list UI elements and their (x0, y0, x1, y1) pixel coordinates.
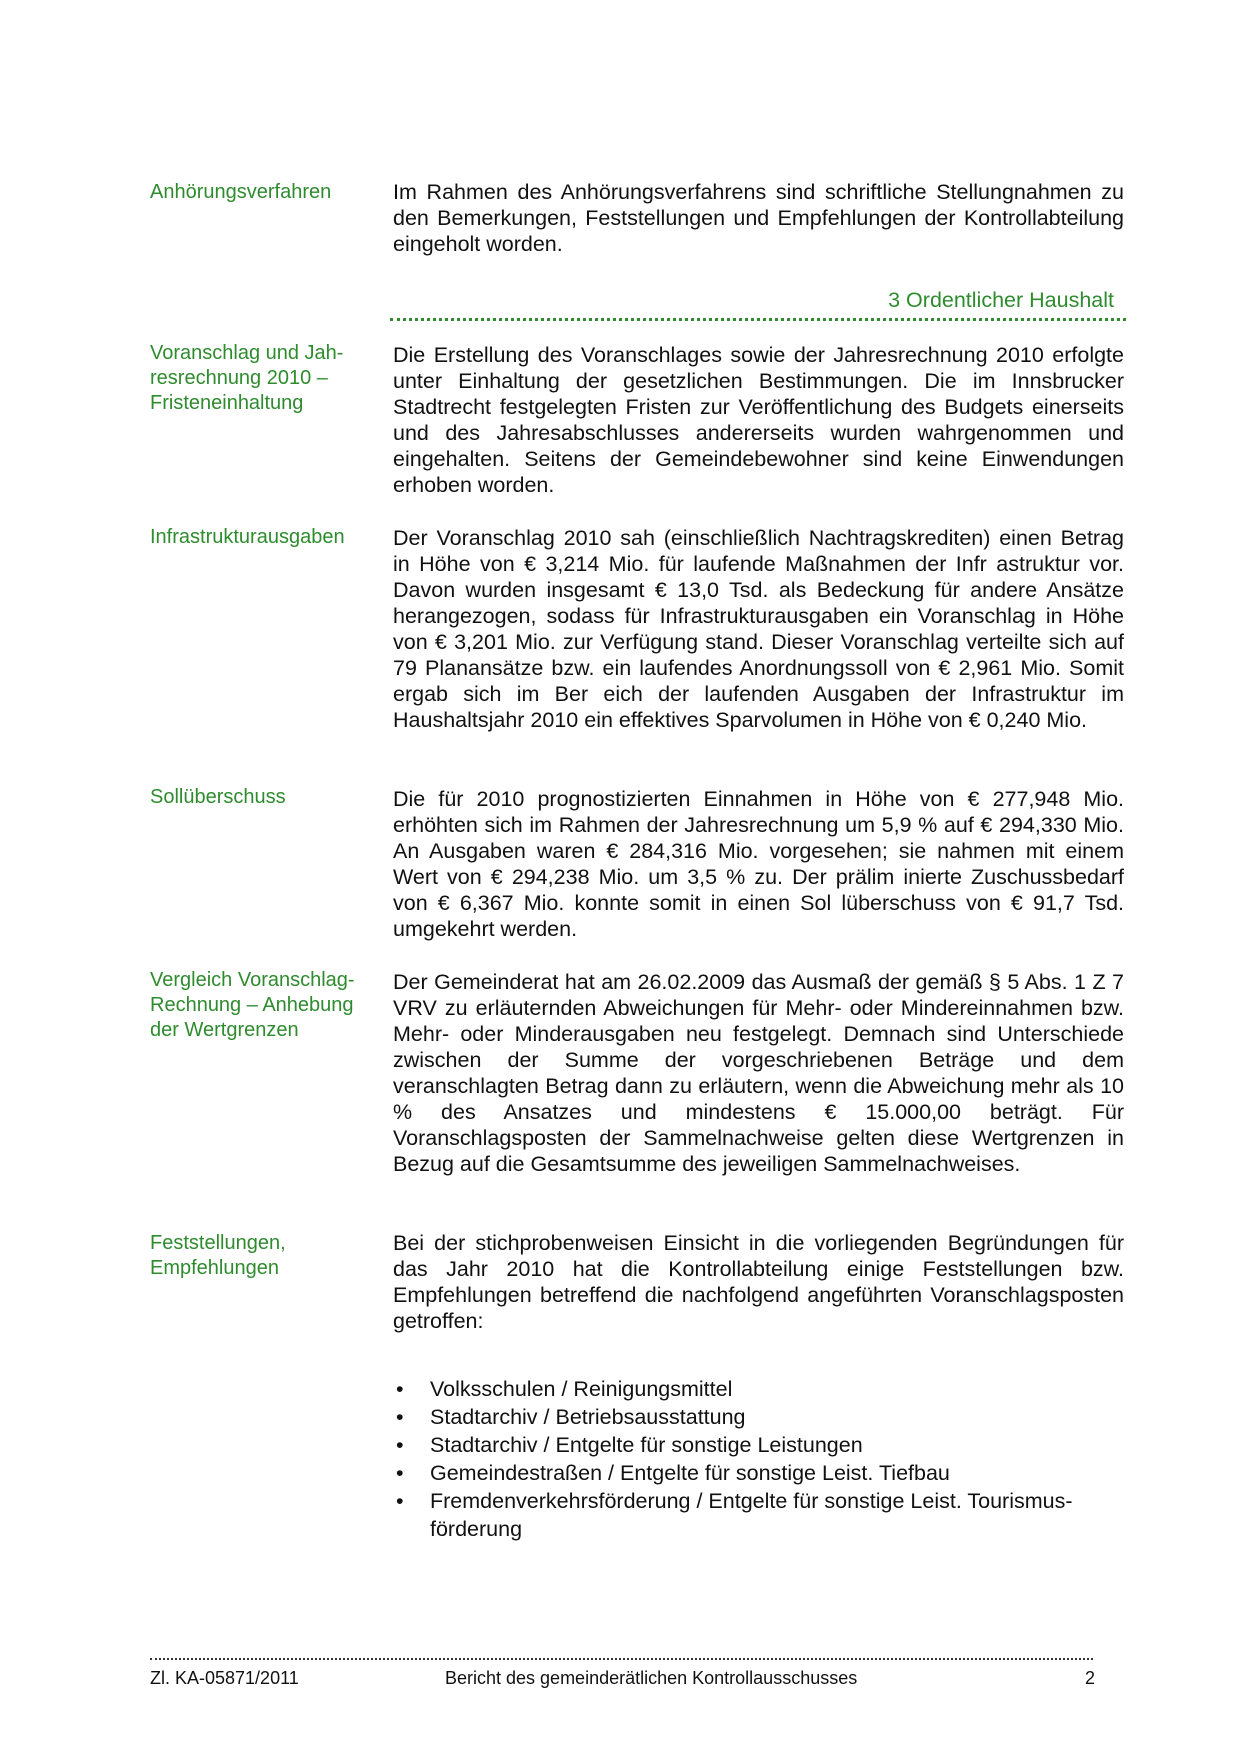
list-item (393, 1403, 1124, 1431)
section-heading: 3 Ordentlicher Haushalt (888, 288, 1114, 312)
footer-rule (150, 1658, 1093, 1660)
bullet-icon: • (396, 1461, 404, 1485)
footer-reference: Zl. KA-05871/2011 (150, 1668, 299, 1688)
list-item (393, 1487, 1124, 1543)
list-item-text: Fremdenverkehrsförderung / Entgelte für sonstige Leist. Tourismusförderung (430, 1489, 1073, 1541)
list-item (393, 1459, 1124, 1487)
paragraph-fristeneinhaltung: Die Erstellung des Voranschlages sowie der Jahresrechnung 2010 erfolgte unter Einhaltung der gesetzlichen Bestimmungen. Die im Innsbrucker Stadtrecht festgelegten Fristen zur Veröffentlichung des Budgets einerseits und des Jahresabschlusses andererseits wurden wahrgenommen und eingehalten. Seitens der Gemeindebewohner sind keine Einwendungen erhoben worden. (393, 343, 1124, 497)
list-item (393, 1431, 1124, 1459)
bullet-icon: • (396, 1489, 404, 1513)
paragraph-infrastrukturausgaben: Der Voranschlag 2010 sah (einschließlich Nachtragskrediten) einen Betrag in Höhe von € 3,214 Mio. für laufende Maßnahmen der Infr astruktur vor. Davon wurden insgesamt € 13,0 Tsd. als Bedeckung für andere Ansätze herangezogen, sodass für Infrastrukturausgaben ein Voranschlag in Höhe von € 3,201 Mio. zur Verfügung stand. Dieser Voranschlag verteilte sich auf 79 Planansätze bzw. ein laufendes Anordnungssoll von € 2,961 Mio. Somit ergab sich im Ber eich der laufenden Ausgaben der Infrastruktur im Haushaltsjahr 2010 ein effektives Sparvolumen in Höhe von € 0,240 Mio. (393, 526, 1124, 732)
margin-label-sollueberschuss: Sollüberschuss (150, 786, 286, 808)
list-item-text: Stadtarchiv / Betriebsausstattung (430, 1405, 746, 1429)
paragraph-wertgrenzen: Der Gemeinderat hat am 26.02.2009 das Ausmaß der gemäß § 5 Abs. 1 Z 7 VRV zu erläuternden Abweichungen für Mehr- oder Mindereinnahmen bzw. Mehr- oder Minderausgaben neu festgelegt. Demnach sind Unterschiede zwischen der Summe der vorgeschriebenen Beträge und dem veranschlagten Betrag dann zu erläutern, wenn die Abweichung mehr als 10 % des Ansatzes und mindestens € 15.000,00 beträgt. Für Voranschlagsposten der Sammelnachweise gelten diese Wertgrenzen in Bezug auf die Gesamtsumme des jeweiligen Sammelnachweises. (393, 970, 1124, 1176)
section-heading-rule (390, 318, 1126, 321)
footer-title: Bericht des gemeinderätlichen Kontrollausschusses (445, 1668, 858, 1688)
list-item-text: Stadtarchiv / Entgelte für sonstige Leistungen (430, 1433, 863, 1457)
paragraph-feststellungen: Bei der stichprobenweisen Einsicht in die vorliegenden Begründungen für das Jahr 2010 hat die Kontrollabteilung einige Feststellungen bzw. Empfehlungen betreffend die nachfolgend angeführten Voranschlagsposten getroffen: (393, 1231, 1124, 1333)
page-number: 2 (1085, 1668, 1096, 1688)
margin-label-anhoerungsverfahren: Anhörungsverfahren (150, 181, 332, 203)
paragraph-sollueberschuss: Die für 2010 prognostizierten Einnahmen in Höhe von € 277,948 Mio. erhöhten sich im Rahmen der Jahresrechnung um 5,9 % auf € 294,330 Mio. An Ausgaben waren € 284,316 Mio. vorgesehen; sie nahmen mit einem Wert von € 294,238 Mio. um 3,5 % zu. Der prälim inierte Zuschussbedarf von € 6,367 Mio. konnte somit in einen Sol lüberschuss von € 91,7 Tsd. umgekehrt werden. (393, 787, 1124, 941)
list-item-text: Gemeindestraßen / Entgelte für sonstige Leist. Tiefbau (430, 1461, 950, 1485)
list-item-text: Volksschulen / Reinigungsmittel (430, 1377, 733, 1401)
paragraph-anhoerungsverfahren: Im Rahmen des Anhörungsverfahrens sind schriftliche Stellungnahmen zu den Bemerkungen, Feststellungen und Empfehlungen der Kontrollabteilung eingeholt worden. (393, 180, 1124, 256)
margin-label-infrastrukturausgaben: Infrastrukturausgaben (150, 526, 345, 548)
list-item (393, 1375, 1124, 1403)
margin-label-fristeneinhaltung: Voranschlag und Jah- resrechnung 2010 – Fristeneinhaltung (150, 342, 344, 414)
bullet-icon: • (396, 1433, 404, 1457)
bullet-icon: • (396, 1405, 404, 1429)
voranschlagsposten-list (393, 1375, 1124, 1543)
bullet-icon: • (396, 1377, 404, 1401)
margin-label-feststellungen: Feststellungen, Empfehlungen (150, 1232, 286, 1279)
margin-label-wertgrenzen: Vergleich Voranschlag- Rechnung – Anhebung der Wertgrenzen (150, 969, 355, 1041)
